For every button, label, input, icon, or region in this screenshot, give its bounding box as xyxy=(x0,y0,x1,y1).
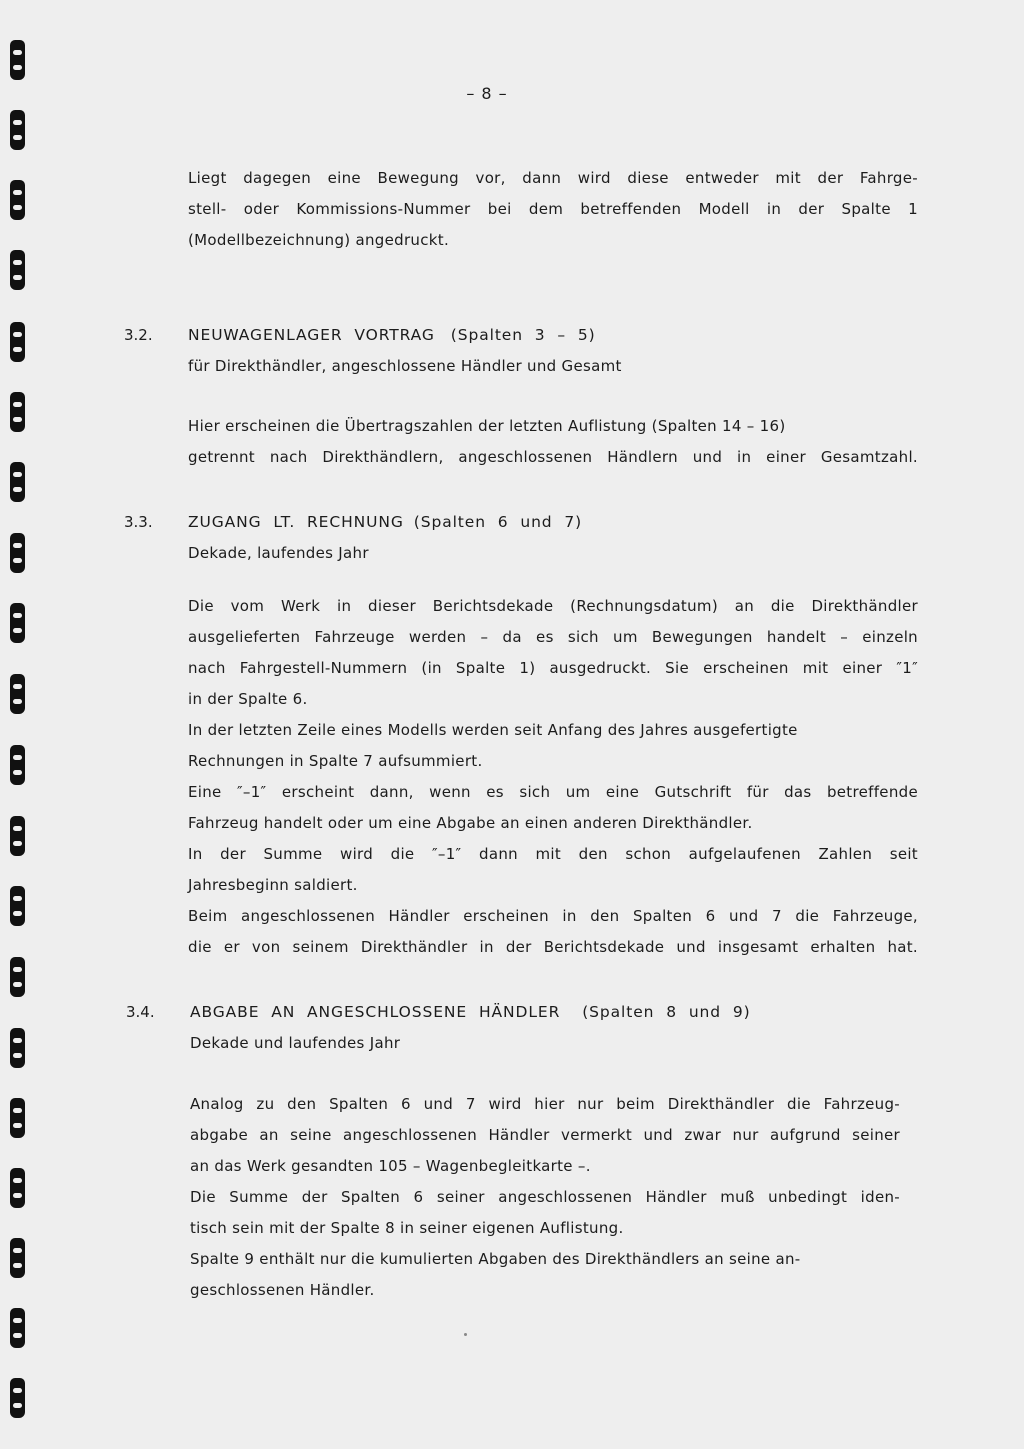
paragraph-line: an das Werk gesandten 105 – Wagenbegleitkarte –. xyxy=(190,1157,591,1175)
paragraph-line: Jahresbeginn saldiert. xyxy=(188,876,358,894)
binding-hole xyxy=(10,1378,25,1418)
paragraph-line: Hier erscheinen die Übertragszahlen der letzten Auflistung (Spalten 14 – 16) xyxy=(188,417,786,435)
paragraph-line: abgabe an seine angeschlossenen Händler vermerkt und zwar nur aufgrund seiner xyxy=(190,1126,900,1144)
paragraph-line: Eine ″–1″ erscheint dann, wenn es sich um eine Gutschrift für das betreffende xyxy=(188,783,918,801)
paragraph-line: stell- oder Kommissions-Nummer bei dem betreffenden Modell in der Spalte 1 xyxy=(188,200,918,218)
paragraph-line: geschlossenen Händler. xyxy=(190,1281,375,1299)
paragraph-line: Liegt dagegen eine Bewegung vor, dann wird diese entweder mit der Fahrge- xyxy=(188,169,918,187)
section-3-3-body xyxy=(188,591,918,963)
section-title: NEUWAGENLAGER VORTRAG xyxy=(188,326,435,344)
binding-hole xyxy=(10,603,25,643)
binding-hole xyxy=(10,1308,25,1348)
binding-hole xyxy=(10,462,25,502)
paragraph-line: getrennt nach Direkthändlern, angeschlossenen Händlern und in einer Gesamtzahl. xyxy=(188,448,918,466)
section-heading xyxy=(190,997,920,1028)
speck xyxy=(464,1333,467,1336)
paragraph-line: (Modellbezeichnung) angedruckt. xyxy=(188,231,450,249)
binding-hole xyxy=(10,886,25,926)
section-number: 3.3. xyxy=(124,513,153,531)
binding-hole xyxy=(10,816,25,856)
binding-hole xyxy=(10,250,25,290)
section-3-4-body xyxy=(190,1089,900,1306)
binding-hole xyxy=(10,674,25,714)
paragraph-line: tisch sein mit der Spalte 8 in seiner eigenen Auflistung. xyxy=(190,1219,624,1237)
section-3-4 xyxy=(190,997,920,1059)
paragraph-line: ausgelieferten Fahrzeuge werden – da es sich um Bewegungen handelt – einzeln xyxy=(188,628,918,646)
paragraph-line: nach Fahrgestell-Nummern (in Spalte 1) ausgedruckt. Sie erscheinen mit einer ″1″ xyxy=(188,659,918,677)
paragraph-line: Rechnungen in Spalte 7 aufsummiert. xyxy=(188,752,483,770)
paragraph-line: in der Spalte 6. xyxy=(188,690,308,708)
binding-hole xyxy=(10,40,25,80)
section-subheading: für Direkthändler, angeschlossene Händler und Gesamt xyxy=(188,357,622,375)
paragraph-line: Fahrzeug handelt oder um eine Abgabe an einen anderen Direkthändler. xyxy=(188,814,753,832)
section-3-2-body xyxy=(188,411,918,473)
intro-paragraph xyxy=(188,163,918,256)
binding-hole xyxy=(10,180,25,220)
section-title: ZUGANG LT. RECHNUNG xyxy=(188,513,404,531)
section-subheading: Dekade und laufendes Jahr xyxy=(190,1034,401,1052)
section-number: 3.2. xyxy=(124,326,153,344)
paragraph-line: Die vom Werk in dieser Berichtsdekade (Rechnungsdatum) an die Direkthändler xyxy=(188,597,918,615)
section-heading xyxy=(188,507,918,538)
binding-hole xyxy=(10,533,25,573)
binding-hole xyxy=(10,1028,25,1068)
section-columns: (Spalten 3 – 5) xyxy=(450,326,596,344)
section-columns: (Spalten 8 und 9) xyxy=(582,1003,751,1021)
binding-hole xyxy=(10,1098,25,1138)
section-subheading: Dekade, laufendes Jahr xyxy=(188,544,369,562)
section-3-3 xyxy=(188,507,918,569)
binding-hole xyxy=(10,957,25,997)
paragraph-line: Beim angeschlossenen Händler erscheinen in den Spalten 6 und 7 die Fahrzeuge, xyxy=(188,907,918,925)
binding-hole xyxy=(10,322,25,362)
paragraph-line: Analog zu den Spalten 6 und 7 wird hier nur beim Direkthändler die Fahrzeug- xyxy=(190,1095,900,1113)
binding-hole xyxy=(10,392,25,432)
section-heading xyxy=(188,320,918,351)
paragraph-line: die er von seinem Direkthändler in der Berichtsdekade und insgesamt erhalten hat. xyxy=(188,938,918,956)
section-3-2 xyxy=(188,320,918,382)
section-columns: (Spalten 6 und 7) xyxy=(413,513,583,531)
section-title: ABGABE AN ANGESCHLOSSENE HÄNDLER xyxy=(190,1003,561,1021)
paragraph-line: In der Summe wird die ″–1″ dann mit den schon aufgelaufenen Zahlen seit xyxy=(188,845,918,863)
binding-hole xyxy=(10,110,25,150)
binding-hole xyxy=(10,745,25,785)
binding-hole xyxy=(10,1238,25,1278)
paragraph-line: Die Summe der Spalten 6 seiner angeschlossenen Händler muß unbedingt iden- xyxy=(190,1188,900,1206)
page-number: – 8 – xyxy=(466,84,508,103)
paragraph-line: Spalte 9 enthält nur die kumulierten Abgaben des Direkthändlers an seine an- xyxy=(190,1250,801,1268)
paragraph-line: In der letzten Zeile eines Modells werden seit Anfang des Jahres ausgefertigte xyxy=(188,721,798,739)
binding-hole xyxy=(10,1168,25,1208)
section-number: 3.4. xyxy=(126,1003,155,1021)
